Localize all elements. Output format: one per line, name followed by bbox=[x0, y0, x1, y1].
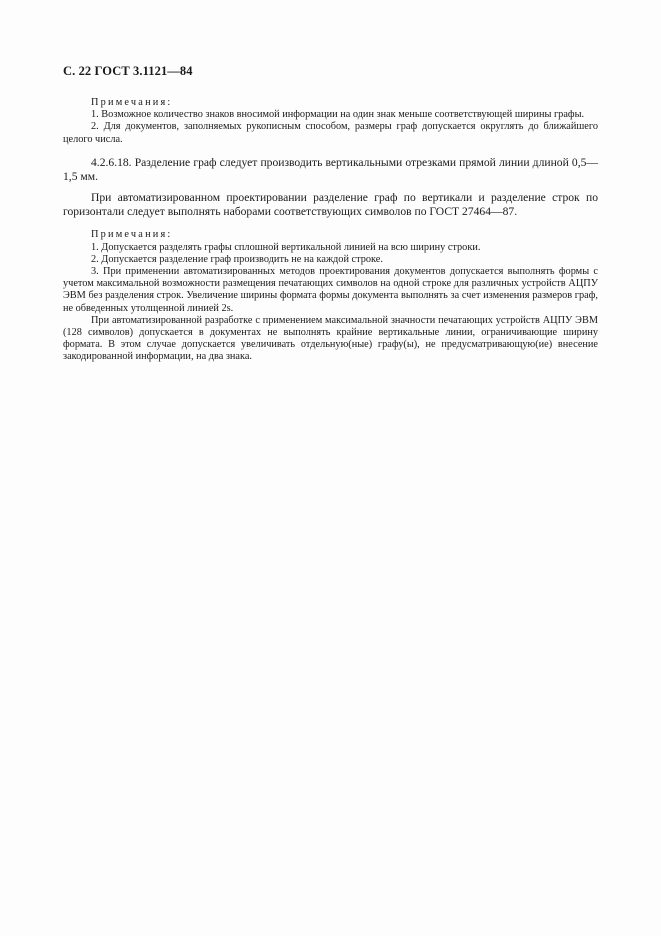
note-item: 1. Допускается разделять графы сплошной вертикальной линией на всю ширину строки. bbox=[91, 241, 481, 253]
note-item: 1. Возможное количество знаков вносимой информации на один знак меньше соответствующей ширины графы. bbox=[91, 109, 585, 121]
page-header: С. 22 ГОСТ 3.1121—84 bbox=[63, 64, 193, 78]
note-item: 3. При применении автоматизированных методов проектирования документов допускается выполнять формы с учетом максимальной возможности размещения печатающих символов на одной строке для различных устройств АЦПУ ЭВМ без разделения строк. Увеличение ширины формата формы документа выполнять за счет изменения размеров граф, не обведенных утолщенной линией 2s. bbox=[63, 266, 598, 314]
note-item: 2. Для документов, заполняемых рукописным способом, размеры граф допускается округлять до ближайшего целого числа. bbox=[63, 121, 598, 145]
body-paragraph: 4.2.6.18. Разделение граф следует производить вертикальными отрезками прямой линии длиной 0,5—1,5 мм. bbox=[63, 155, 598, 184]
body-paragraph: При автоматизированном проектировании разделение граф по вертикали и разделение строк по горизонтали следует выполнять наборами соответствующих символов по ГОСТ 27464—87. bbox=[63, 190, 598, 219]
notes-heading: Примечания: bbox=[91, 97, 173, 108]
note-item: При автоматизированной разработке с применением максимальной значности печатающих устройств АЦПУ ЭВМ (128 символов) допускается в документах не выполнять крайние вертикальные линии, ограничивающие ширину формата. В этом случае допускается увеличивать отдельную(ные) графу(ы), не предусматривающую(ие) внесение закодированной информации, на два знака. bbox=[63, 314, 598, 363]
note-item: 2. Допускается разделение граф производить не на каждой строке. bbox=[91, 253, 383, 265]
notes-heading: Примечания: bbox=[91, 229, 173, 241]
page-content bbox=[63, 97, 598, 364]
